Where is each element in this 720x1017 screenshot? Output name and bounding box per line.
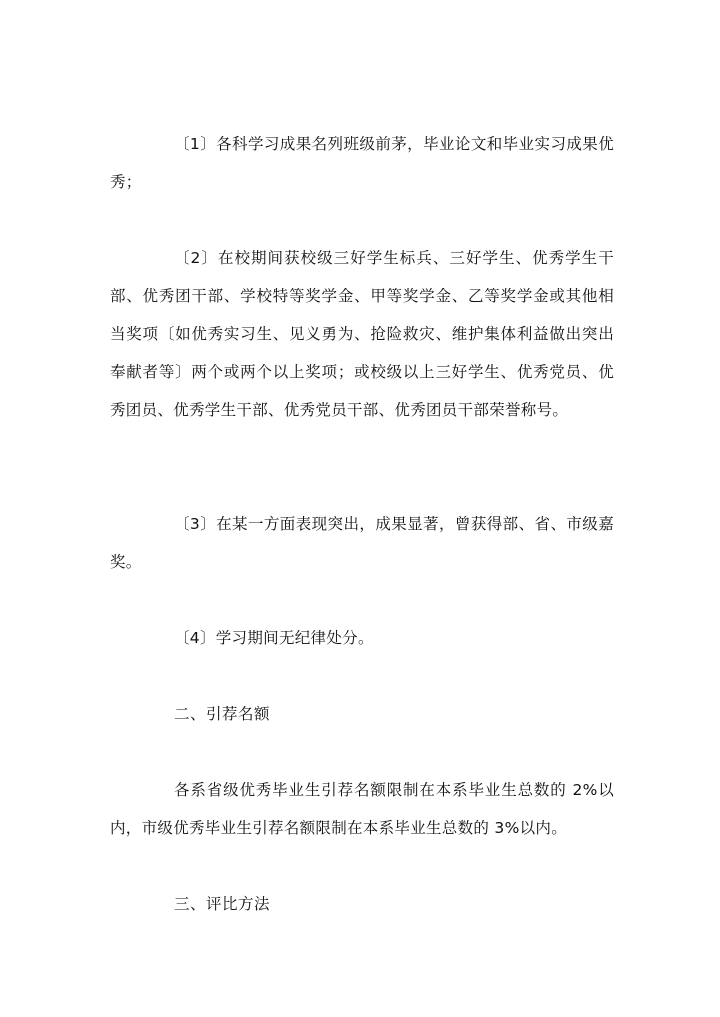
quota-paragraph: 各系省级优秀毕业生引荐名额限制在本系毕业生总数的 2%以内，市级优秀毕业生引荐名额限制在本系毕业生总数的 3%以内。 bbox=[110, 781, 614, 837]
criteria-item-3: 〔3〕在某一方面表现突出，成果显著，曾获得部、省、市级嘉奖。 bbox=[110, 515, 614, 571]
criteria-item-4: 〔4〕学习期间无纪律处分。 bbox=[174, 629, 374, 647]
section-heading-recommendation-quota: 二、引荐名额 bbox=[174, 705, 271, 723]
section-heading-evaluation-method: 三、评比方法 bbox=[174, 895, 271, 913]
criteria-item-1: 〔1〕各科学习成果名列班级前茅，毕业论文和毕业实习成果优秀； bbox=[110, 135, 614, 191]
criteria-item-2: 〔2〕在校期间获校级三好学生标兵、三好学生、优秀学生干部、优秀团干部、学校特等奖学金、甲等奖学金、乙等奖学金或其他相当奖项〔如优秀实习生、见义勇为、抢险救灾、维护集体利益做出突出奉献者等〕两个或两个以上奖项；或校级以上三好学生、优秀党员、优秀团员、优秀学生干部、优秀党员干部、优秀团员干部荣誉称号。 bbox=[110, 249, 614, 419]
